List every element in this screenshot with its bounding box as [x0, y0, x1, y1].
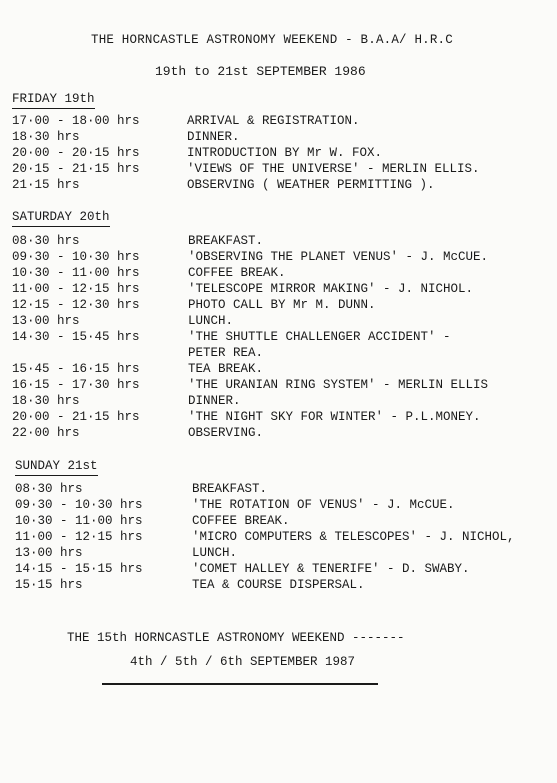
event-description: LUNCH. — [188, 314, 234, 328]
event-description: 'VIEWS OF THE UNIVERSE' - MERLIN ELLIS. — [187, 162, 480, 176]
schedule-row — [0, 145, 557, 161]
schedule-row — [0, 577, 557, 593]
time-slot: 20·15 - 21·15 hrs — [12, 162, 140, 176]
section-heading-friday: FRIDAY 19th — [12, 91, 95, 109]
schedule-row — [0, 377, 557, 393]
time-slot: 13·00 hrs — [15, 546, 83, 560]
event-description: BREAKFAST. — [188, 234, 264, 248]
time-slot: 10·30 - 11·00 hrs — [12, 266, 140, 280]
schedule-row — [0, 113, 557, 129]
document-title: THE HORNCASTLE ASTRONOMY WEEKEND - B.A.A/ H.R.C — [91, 33, 453, 47]
time-slot: 21·15 hrs — [12, 178, 80, 192]
schedule-sunday — [0, 481, 557, 593]
section-heading-saturday: SATURDAY 20th — [12, 209, 110, 227]
event-description: 'THE SHUTTLE CHALLENGER ACCIDENT' - — [188, 330, 451, 344]
event-description: 'THE URANIAN RING SYSTEM' - MERLIN ELLIS — [188, 378, 489, 392]
schedule-row — [0, 249, 557, 265]
event-description: 'THE ROTATION OF VENUS' - J. McCUE. — [192, 498, 455, 512]
schedule-row — [0, 497, 557, 513]
schedule-row — [0, 529, 557, 545]
event-description: 'THE NIGHT SKY FOR WINTER' - P.L.MONEY. — [188, 410, 481, 424]
schedule-row — [0, 393, 557, 409]
time-slot: 09·30 - 10·30 hrs — [15, 498, 143, 512]
schedule-row — [0, 297, 557, 313]
event-description: COFFEE BREAK. — [192, 514, 290, 528]
schedule-row — [0, 425, 557, 441]
event-description: OBSERVING ( WEATHER PERMITTING ). — [187, 178, 435, 192]
schedule-row — [0, 409, 557, 425]
event-description: 'TELESCOPE MIRROR MAKING' - J. NICHOL. — [188, 282, 474, 296]
event-description: 'COMET HALLEY & TENERIFE' - D. SWABY. — [192, 562, 470, 576]
schedule-friday — [0, 113, 557, 193]
time-slot: 11·00 - 12·15 hrs — [12, 282, 140, 296]
schedule-row — [0, 481, 557, 497]
time-slot: 18·30 hrs — [12, 394, 80, 408]
event-description: ARRIVAL & REGISTRATION. — [187, 114, 360, 128]
event-description: DINNER. — [187, 130, 240, 144]
time-slot: 22·00 hrs — [12, 426, 80, 440]
time-slot: 15·45 - 16·15 hrs — [12, 362, 140, 376]
schedule-row — [0, 313, 557, 329]
event-description: 'MICRO COMPUTERS & TELESCOPES' - J. NICHOL, — [192, 530, 515, 544]
section-heading-sunday: SUNDAY 21st — [15, 458, 98, 476]
time-slot: 10·30 - 11·00 hrs — [15, 514, 143, 528]
time-slot: 14·30 - 15·45 hrs — [12, 330, 140, 344]
event-description: PETER REA. — [188, 346, 264, 360]
time-slot: 09·30 - 10·30 hrs — [12, 250, 140, 264]
time-slot: 08·30 hrs — [12, 234, 80, 248]
schedule-row — [0, 561, 557, 577]
next-event-dates: 4th / 5th / 6th SEPTEMBER 1987 — [130, 655, 356, 669]
schedule-saturday — [0, 233, 557, 441]
time-slot: 14·15 - 15·15 hrs — [15, 562, 143, 576]
event-dates: 19th to 21st SEPTEMBER 1986 — [155, 64, 366, 79]
time-slot: 08·30 hrs — [15, 482, 83, 496]
time-slot: 12·15 - 12·30 hrs — [12, 298, 140, 312]
event-description: OBSERVING. — [188, 426, 264, 440]
schedule-row — [0, 513, 557, 529]
time-slot: 13·00 hrs — [12, 314, 80, 328]
time-slot: 16·15 - 17·30 hrs — [12, 378, 140, 392]
schedule-row — [0, 129, 557, 145]
time-slot: 11·00 - 12·15 hrs — [15, 530, 143, 544]
schedule-row — [0, 265, 557, 281]
schedule-row — [0, 329, 557, 345]
next-event-title: THE 15th HORNCASTLE ASTRONOMY WEEKEND ------- — [67, 631, 405, 645]
schedule-row — [0, 361, 557, 377]
schedule-row — [0, 177, 557, 193]
schedule-row — [0, 545, 557, 561]
schedule-row — [0, 281, 557, 297]
time-slot: 20·00 - 20·15 hrs — [12, 146, 140, 160]
schedule-row — [0, 233, 557, 249]
event-description: DINNER. — [188, 394, 241, 408]
event-description: TEA & COURSE DISPERSAL. — [192, 578, 365, 592]
event-description: TEA BREAK. — [188, 362, 264, 376]
closing-rule — [102, 683, 378, 685]
event-description: COFFEE BREAK. — [188, 266, 286, 280]
schedule-row — [0, 345, 557, 361]
schedule-row — [0, 161, 557, 177]
event-description: PHOTO CALL BY Mr M. DUNN. — [188, 298, 376, 312]
time-slot: 17·00 - 18·00 hrs — [12, 114, 140, 128]
event-description: LUNCH. — [192, 546, 238, 560]
time-slot: 18·30 hrs — [12, 130, 80, 144]
event-description: 'OBSERVING THE PLANET VENUS' - J. McCUE. — [188, 250, 489, 264]
time-slot: 20·00 - 21·15 hrs — [12, 410, 140, 424]
time-slot: 15·15 hrs — [15, 578, 83, 592]
event-description: BREAKFAST. — [192, 482, 268, 496]
event-description: INTRODUCTION BY Mr W. FOX. — [187, 146, 383, 160]
